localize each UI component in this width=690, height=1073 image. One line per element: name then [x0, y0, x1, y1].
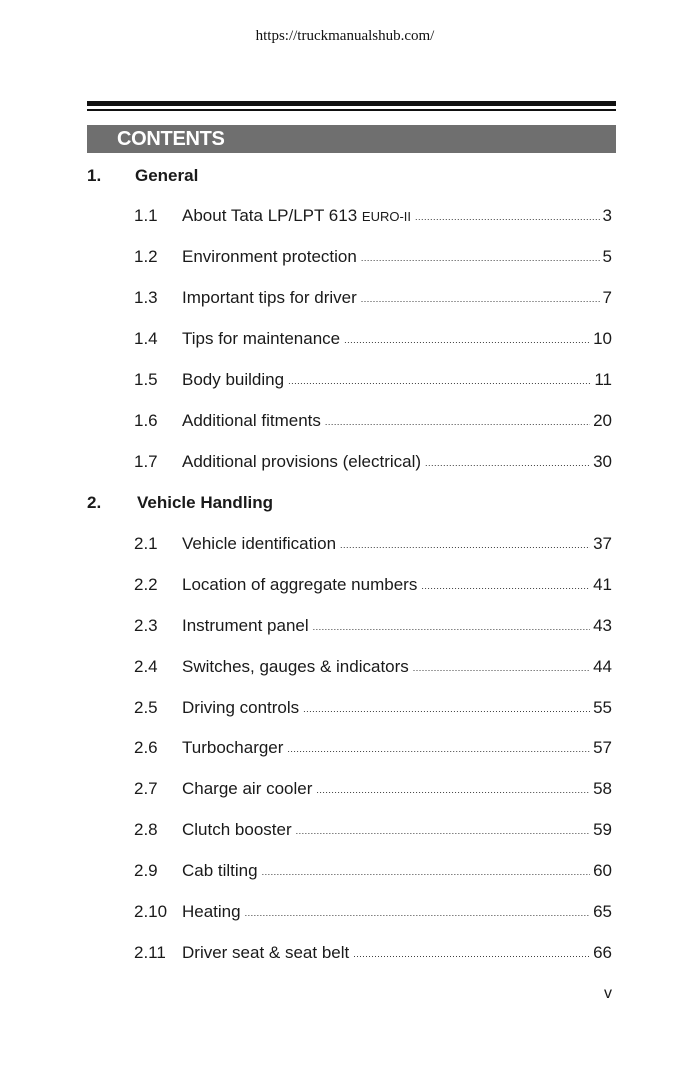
dot-leader: [340, 540, 590, 550]
entry-title: Body building: [182, 370, 285, 389]
entry-number: 1.3: [134, 288, 158, 307]
entry-page: 55: [593, 698, 612, 717]
toc-entry-2-5[interactable]: [134, 698, 612, 720]
entry-number: 2.1: [134, 534, 158, 553]
entry-title: Switches, gauges & indicators: [182, 657, 409, 676]
entry-page: 41: [593, 575, 612, 594]
toc-entry-1-5[interactable]: [134, 370, 612, 392]
entry-number: 2.10: [134, 902, 168, 921]
entry-page: 60: [593, 861, 612, 880]
entry-page: 10: [593, 329, 612, 348]
entry-number: 2.5: [134, 698, 158, 717]
dot-leader: [421, 581, 590, 591]
toc-entry-1-4[interactable]: [134, 329, 612, 351]
entry-page: 43: [593, 616, 612, 635]
dot-leader: [361, 294, 600, 304]
contents-banner: CONTENTS: [87, 125, 616, 153]
dot-leader: [303, 704, 590, 714]
toc-entry-2-7[interactable]: [134, 779, 612, 801]
entry-title: Turbocharger: [182, 738, 284, 757]
entry-page: 30: [593, 452, 612, 471]
entry-title: Cab tilting: [182, 861, 258, 880]
section-number: 1.: [87, 166, 102, 185]
dot-leader: [415, 212, 600, 222]
header-rule-thin: [87, 109, 616, 111]
entry-number: 2.7: [134, 779, 158, 798]
entry-page: 65: [593, 902, 612, 921]
entry-title: Heating: [182, 902, 241, 921]
dot-leader: [296, 826, 590, 836]
dot-leader: [344, 335, 590, 345]
toc-entry-2-6[interactable]: [134, 738, 612, 760]
entry-title: Driving controls: [182, 698, 300, 717]
entry-number: 2.2: [134, 575, 158, 594]
entry-number: 1.5: [134, 370, 158, 389]
toc-entry-1-6[interactable]: [134, 411, 612, 433]
entry-page: 11: [594, 370, 612, 389]
section-number: 2.: [87, 493, 102, 512]
toc-entry-2-10[interactable]: [134, 902, 612, 924]
dot-leader: [313, 622, 590, 632]
toc-entry-1-2[interactable]: [134, 247, 612, 269]
dot-leader: [262, 867, 590, 877]
entry-number: 1.6: [134, 411, 158, 430]
toc-entry-2-11[interactable]: [134, 943, 612, 965]
entry-title: Charge air cooler: [182, 779, 313, 798]
dot-leader: [353, 949, 590, 959]
entry-number: 1.1: [134, 206, 158, 225]
entry-number: 2.6: [134, 738, 158, 757]
entry-page: 44: [593, 657, 612, 676]
toc-entry-2-3[interactable]: [134, 616, 612, 638]
toc-entry-2-4[interactable]: [134, 657, 612, 679]
toc-entry-1-1[interactable]: [134, 206, 612, 228]
entry-title: Additional provisions (electrical): [182, 452, 422, 471]
toc-entry-2-2[interactable]: [134, 575, 612, 597]
entry-number: 1.2: [134, 247, 158, 266]
entry-title: Instrument panel: [182, 616, 309, 635]
dot-leader: [425, 458, 590, 468]
entry-number: 1.7: [134, 452, 158, 471]
entry-title: Important tips for driver: [182, 288, 357, 307]
entry-title: Location of aggregate numbers: [182, 575, 418, 594]
toc-entry-1-7[interactable]: [134, 452, 612, 474]
entry-page: 5: [602, 247, 612, 266]
dot-leader: [325, 417, 590, 427]
entry-title: About Tata LP/LPT 613 EURO-II: [182, 206, 412, 225]
dot-leader: [413, 663, 590, 673]
entry-title: Vehicle identification: [182, 534, 337, 553]
header-rule-thick: [87, 101, 616, 106]
entry-number: 1.4: [134, 329, 158, 348]
entry-page: 59: [593, 820, 612, 839]
entry-page: 7: [602, 288, 612, 307]
entry-number: 2.3: [134, 616, 158, 635]
entry-title: Driver seat & seat belt: [182, 943, 350, 962]
entry-page: 57: [593, 738, 612, 757]
dot-leader: [287, 744, 590, 754]
entry-title-suffix: EURO-II: [361, 209, 412, 224]
entry-number: 2.11: [134, 943, 166, 962]
dot-leader: [288, 376, 591, 386]
entry-title: Tips for maintenance: [182, 329, 341, 348]
entry-page: 3: [602, 206, 612, 225]
entry-page: 58: [593, 779, 612, 798]
dot-leader: [245, 908, 590, 918]
entry-number: 2.8: [134, 820, 158, 839]
entry-title: Clutch booster: [182, 820, 292, 839]
entry-page: 20: [593, 411, 612, 430]
entry-title: Additional fitments: [182, 411, 321, 430]
section-title: Vehicle Handling: [137, 493, 274, 512]
page-number: v: [604, 985, 612, 1002]
entry-number: 2.9: [134, 861, 158, 880]
dot-leader: [361, 253, 600, 263]
toc-entry-2-1[interactable]: [134, 534, 612, 556]
entry-number: 2.4: [134, 657, 158, 676]
toc-entry-2-8[interactable]: [134, 820, 612, 842]
entry-title: Environment protection: [182, 247, 357, 266]
toc-entry-1-3[interactable]: [134, 288, 612, 310]
entry-page: 37: [593, 534, 612, 553]
toc-entry-2-9[interactable]: [134, 861, 612, 883]
section-title: General: [135, 166, 199, 185]
source-url: https://truckmanualshub.com/: [255, 28, 435, 44]
dot-leader: [316, 785, 590, 795]
entry-page: 66: [593, 943, 612, 962]
